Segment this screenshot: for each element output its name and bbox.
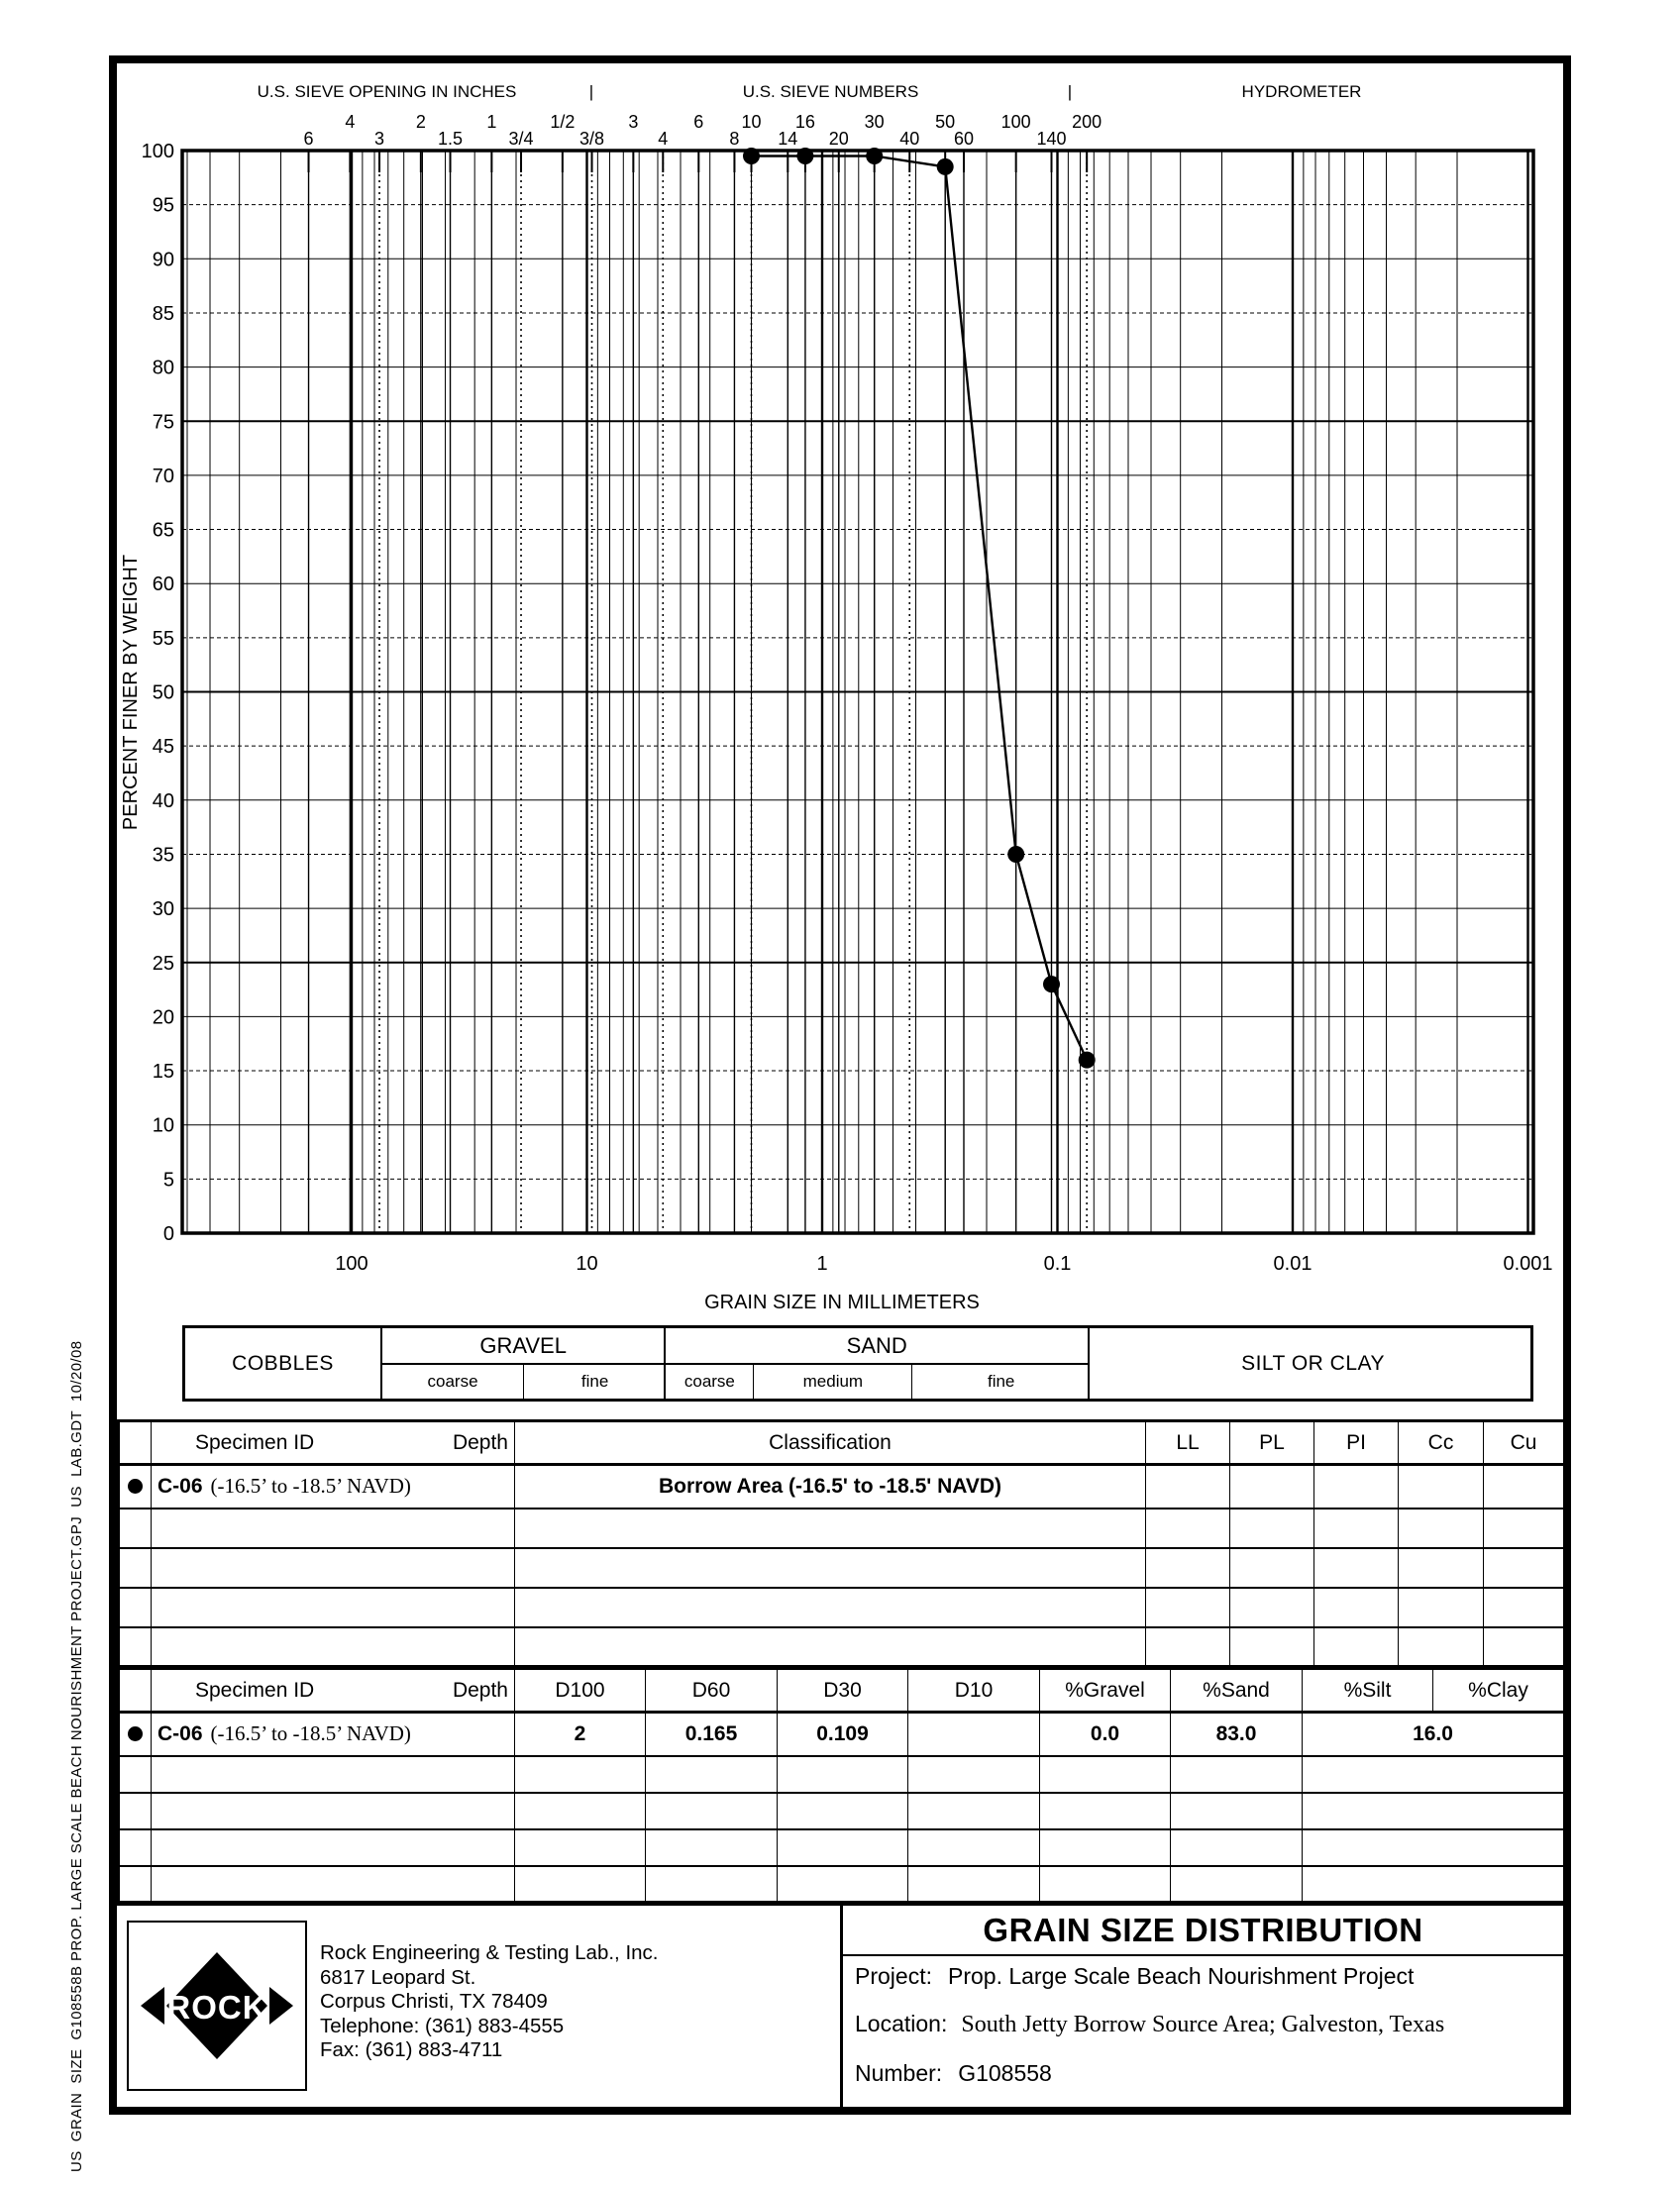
svg-text:10: 10 [576, 1253, 598, 1275]
cc-header: Cc [1399, 1421, 1484, 1465]
spec-table-empty-row [119, 1509, 1565, 1548]
gravel-header: %Gravel [1040, 1669, 1171, 1713]
svg-text:25: 25 [152, 952, 174, 975]
strip-cobbles [185, 1328, 382, 1399]
svg-text:10: 10 [152, 1114, 174, 1137]
project-line [855, 1963, 1414, 1990]
svg-text:30: 30 [864, 112, 885, 132]
spec-table-row [119, 1465, 1565, 1509]
svg-text:35: 35 [152, 844, 174, 867]
number-value: G108558 [958, 2060, 1052, 2086]
d60-value: 0.165 [646, 1713, 778, 1756]
d100-value: 2 [515, 1713, 646, 1756]
svg-text:50: 50 [935, 112, 956, 132]
location-line [855, 2011, 1444, 2038]
ll-value [1146, 1465, 1230, 1509]
spec-table-empty-row [119, 1627, 1565, 1667]
d100-header: D100 [515, 1669, 646, 1713]
spec-table-header [119, 1421, 1565, 1465]
strip-gravel-coarse: coarse [382, 1365, 524, 1399]
svg-text:6: 6 [693, 112, 704, 132]
svg-text:15: 15 [152, 1061, 174, 1084]
depth-value: (-16.5’ to -18.5’ NAVD) [210, 1721, 411, 1746]
silt-clay-value: 16.0 [1303, 1713, 1565, 1756]
series-marker-icon [128, 1479, 143, 1494]
svg-text:85: 85 [152, 302, 174, 325]
svg-text:1: 1 [486, 112, 497, 132]
size-table-row [119, 1713, 1565, 1756]
cu-header: Cu [1484, 1421, 1565, 1465]
svg-text:90: 90 [152, 249, 174, 271]
svg-text:60: 60 [152, 573, 174, 596]
svg-text:40: 40 [899, 129, 920, 149]
strip-cobbles-label: COBBLES [232, 1351, 334, 1375]
svg-text:30: 30 [152, 898, 174, 921]
depth-value: (-16.5’ to -18.5’ NAVD) [210, 1474, 411, 1499]
series-marker-icon [128, 1726, 143, 1741]
svg-text:55: 55 [152, 627, 174, 650]
svg-text:3/4: 3/4 [508, 129, 534, 149]
size-table-empty-row [119, 1829, 1565, 1866]
rock-logo-icon [129, 1923, 305, 2089]
strip-silt-label: SILT OR CLAY [1241, 1351, 1385, 1375]
svg-text:U.S. SIEVE OPENING IN INCHES: U.S. SIEVE OPENING IN INCHES [257, 82, 517, 101]
classification-header: Classification [515, 1421, 1146, 1465]
svg-text:1: 1 [816, 1253, 828, 1275]
svg-text:50: 50 [152, 681, 174, 704]
sand-value: 83.0 [1171, 1713, 1303, 1756]
company-phone: Telephone: (361) 883-4555 [320, 2014, 565, 2037]
strip-sand-label: SAND [666, 1328, 1088, 1365]
svg-text:3: 3 [374, 129, 385, 149]
pl-value [1230, 1465, 1314, 1509]
company-fax: Fax: (361) 883-4711 [320, 2038, 503, 2061]
specimen-id-header: Specimen ID [195, 1678, 315, 1702]
lab-info-cell [117, 1906, 843, 2107]
size-table-empty-row [119, 1866, 1565, 1903]
svg-text:70: 70 [152, 465, 174, 487]
silt-header: %Silt [1303, 1669, 1433, 1713]
svg-text:0: 0 [162, 1223, 174, 1245]
d30-value: 0.109 [778, 1713, 908, 1756]
svg-text:16: 16 [794, 112, 815, 132]
pi-value [1314, 1465, 1399, 1509]
svg-text:0.01: 0.01 [1273, 1253, 1312, 1275]
svg-text:HYDROMETER: HYDROMETER [1241, 82, 1362, 101]
gravel-value: 0.0 [1040, 1713, 1171, 1756]
strip-gravel-label: GRAVEL [382, 1328, 664, 1365]
size-table-empty-row [119, 1793, 1565, 1829]
svg-text:8: 8 [729, 129, 740, 149]
ll-header: LL [1146, 1421, 1230, 1465]
svg-text:10: 10 [741, 112, 762, 132]
report-title: GRAIN SIZE DISTRIBUTION [843, 1906, 1563, 1956]
svg-text:3: 3 [628, 112, 639, 132]
specimen-classification-table [117, 1419, 1566, 1668]
specimen-id-value: C-06 [158, 1722, 203, 1746]
svg-text:20: 20 [152, 1006, 174, 1029]
svg-text:200: 200 [1072, 112, 1102, 132]
svg-text:65: 65 [152, 519, 174, 542]
number-line [855, 2060, 1052, 2087]
size-table-empty-row [119, 1756, 1565, 1793]
spec-table-empty-row [119, 1548, 1565, 1588]
sidebar-filename-note: US GRAIN SIZE G108558B PROP. LARGE SCALE BEACH NOURISHMENT PROJECT.GPJ US LAB.GDT 10/20/08 [68, 1340, 85, 2172]
svg-text:0.001: 0.001 [1503, 1253, 1553, 1275]
svg-text:140: 140 [1036, 129, 1067, 149]
project-label: Project: [855, 1963, 932, 1989]
svg-text:100: 100 [1000, 112, 1031, 132]
d10-value [908, 1713, 1040, 1756]
strip-silt-or-clay [1090, 1328, 1533, 1399]
specimen-id-header: Specimen ID [195, 1430, 315, 1454]
svg-text:PERCENT FINER BY WEIGHT: PERCENT FINER BY WEIGHT [120, 554, 142, 831]
company-address [320, 1941, 659, 2063]
svg-text:75: 75 [152, 411, 174, 434]
strip-sand-medium: medium [754, 1365, 912, 1399]
clay-header: %Clay [1433, 1669, 1565, 1713]
svg-text:|: | [588, 82, 594, 101]
classification-strip [182, 1325, 1533, 1402]
strip-gravel-fine: fine [580, 1372, 609, 1391]
svg-text:100: 100 [141, 141, 174, 162]
cc-value [1399, 1465, 1484, 1509]
cu-value [1484, 1465, 1565, 1509]
title-block [117, 1903, 1563, 2107]
svg-text:|: | [1067, 82, 1073, 101]
svg-text:80: 80 [152, 357, 174, 379]
svg-text:5: 5 [162, 1169, 174, 1192]
svg-text:U.S. SIEVE NUMBERS: U.S. SIEVE NUMBERS [742, 82, 919, 101]
location-label: Location: [855, 2011, 948, 2036]
svg-text:6: 6 [303, 129, 314, 149]
strip-sand-coarse: coarse [666, 1365, 754, 1399]
d10-header: D10 [908, 1669, 1040, 1713]
grain-size-parameters-table [117, 1667, 1566, 1904]
svg-text:4: 4 [658, 129, 669, 149]
svg-text:2: 2 [415, 112, 426, 132]
classification-value: Borrow Area (-16.5' to -18.5' NAVD) [515, 1465, 1146, 1509]
svg-text:ROCK: ROCK [166, 1989, 267, 2026]
size-table-header [119, 1669, 1565, 1713]
company-city: Corpus Christi, TX 78409 [320, 1990, 548, 2013]
sand-header: %Sand [1171, 1669, 1303, 1713]
svg-text:45: 45 [152, 736, 174, 759]
symbol-column-header [119, 1421, 152, 1465]
depth-header: Depth [452, 1678, 508, 1702]
spec-table-empty-row [119, 1588, 1565, 1627]
strip-sand [666, 1328, 1090, 1399]
d60-header: D60 [646, 1669, 778, 1713]
svg-text:0.1: 0.1 [1043, 1253, 1072, 1275]
svg-text:4: 4 [345, 112, 356, 132]
symbol-column-header [119, 1669, 152, 1713]
project-value: Prop. Large Scale Beach Nourishment Project [947, 1963, 1415, 1989]
pi-header: PI [1314, 1421, 1399, 1465]
svg-text:1.5: 1.5 [438, 129, 464, 149]
project-info-cell [843, 1906, 1563, 2107]
depth-header: Depth [452, 1430, 508, 1454]
d30-header: D30 [778, 1669, 908, 1713]
svg-text:20: 20 [828, 129, 849, 149]
svg-text:14: 14 [778, 129, 798, 149]
svg-text:60: 60 [953, 129, 975, 149]
number-label: Number: [855, 2060, 943, 2086]
location-value: South Jetty Borrow Source Area; Galveston, Texas [961, 2012, 1445, 2037]
strip-gravel [382, 1328, 666, 1399]
svg-text:95: 95 [152, 194, 174, 217]
pl-header: PL [1230, 1421, 1314, 1465]
svg-text:100: 100 [335, 1253, 368, 1275]
svg-text:40: 40 [152, 789, 174, 812]
rock-logo [127, 1921, 307, 2091]
company-name: Rock Engineering & Testing Lab., Inc. [320, 1941, 659, 1964]
svg-text:1/2: 1/2 [550, 112, 576, 132]
specimen-id-value: C-06 [158, 1475, 203, 1499]
company-street: 6817 Leopard St. [320, 1965, 476, 1989]
strip-sand-fine: fine [987, 1372, 1015, 1391]
svg-text:GRAIN SIZE IN MILLIMETERS: GRAIN SIZE IN MILLIMETERS [704, 1292, 980, 1313]
svg-text:3/8: 3/8 [579, 129, 605, 149]
